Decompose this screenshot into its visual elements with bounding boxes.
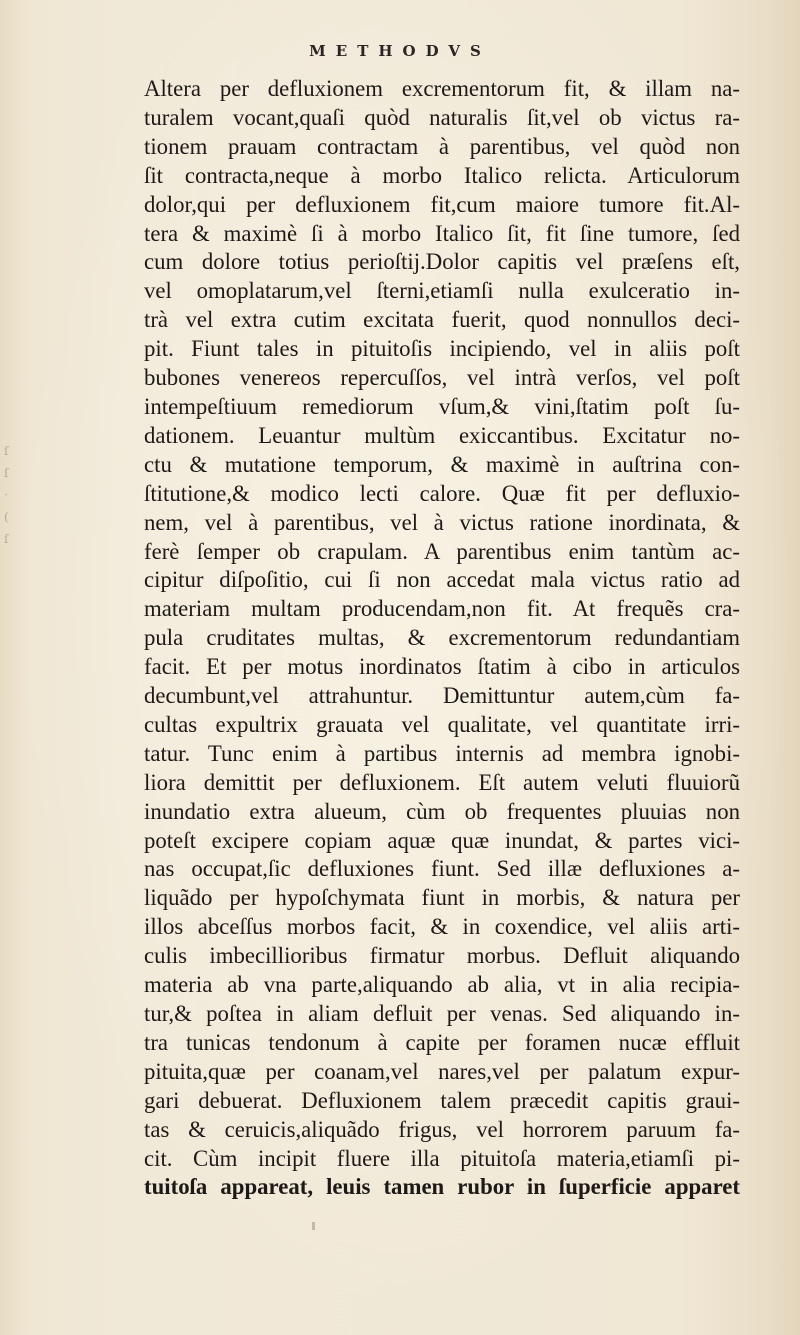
text-line: vel omoplatarum,vel ſterni,etiamſi nulla exulceratio in- — [144, 278, 740, 304]
text-line: pit. Fiunt tales in pituitoſis incipiendo, vel in aliis poſt — [144, 336, 740, 362]
text-line: ſit contracta,neque à morbo Italico relicta. Articulorum — [144, 162, 740, 188]
text-line: turalem vocant,quaſi quòd naturalis ſit,vel ob victus ra- — [144, 104, 740, 130]
running-head: METHODVS — [309, 42, 491, 60]
gutter-mark: ſ — [4, 532, 9, 546]
text-line: illos abceſſus morbos facit, & in coxendice, vel aliis arti- — [144, 914, 740, 940]
paper-blemish — [312, 1222, 315, 1230]
text-line: materiam multam producendam,non fit. At frequẽs cra- — [144, 596, 740, 622]
text-line: tionem prauam contractam à parentibus, vel quòd non — [144, 133, 740, 159]
text-line: pituita,quæ per coanam,vel nares,vel per palatum expur- — [144, 1058, 740, 1084]
text-line: tatur. Tunc enim à partibus internis ad membra ignobi- — [144, 740, 740, 766]
text-line: ferè ſemper ob crapulam. A parentibus enim tantùm ac- — [144, 538, 740, 564]
text-line: cipitur diſpoſitio, cui ſi non accedat mala victus ratio ad — [144, 567, 740, 593]
text-line: bubones venereos repercuſſos, vel intrà verſos, vel poſt — [144, 365, 740, 391]
gutter-mark: ( — [4, 510, 9, 524]
text-line: ctu & mutatione temporum, & maximè in auſtrina con- — [144, 451, 740, 477]
gutter-marks — [0, 440, 40, 640]
text-line: liora demittit per defluxionem. Eſt autem veluti fluuiorũ — [144, 769, 740, 795]
text-line: tas & ceruicis,aliquãdo frigus, vel horrorem paruum fa- — [144, 1116, 740, 1142]
gutter-mark: ſ — [4, 444, 9, 458]
body-text — [144, 75, 740, 1202]
gutter-mark: · — [4, 488, 8, 502]
text-line: poteſt excipere copiam aquæ quæ inundat, & partes vici- — [144, 827, 740, 853]
text-line: materia ab vna parte,aliquando ab alia, vt in alia recipia- — [144, 972, 740, 998]
text-line: gari debuerat. Defluxionem talem præcedit capitis graui- — [144, 1087, 740, 1113]
text-line: inundatio extra alueum, cùm ob frequentes pluuias non — [144, 798, 740, 824]
text-line: cum dolore totius perioſtij.Dolor capitis vel præſens eſt, — [144, 249, 740, 275]
text-line: cit. Cùm incipit fluere illa pituitoſa materia,etiamſi pi- — [144, 1145, 740, 1171]
text-line: nas occupat,ſic defluxiones fiunt. Sed illæ defluxiones a- — [144, 856, 740, 882]
text-line: dolor,qui per defluxionem fit,cum maiore tumore fit.Al- — [144, 191, 740, 217]
text-line: tera & maximè ſi à morbo Italico ſit, fit ſine tumore, ſed — [144, 220, 740, 246]
text-line: facit. Et per motus inordinatos ſtatim à cibo in articulos — [144, 654, 740, 680]
text-line: trà vel extra cutim excitata fuerit, quod nonnullos deci- — [144, 307, 740, 333]
text-line: culis imbecillioribus firmatur morbus. Defluit aliquando — [144, 943, 740, 969]
text-line: nem, vel à parentibus, vel à victus ratione inordinata, & — [144, 509, 740, 535]
text-line: tra tunicas tendonum à capite per foramen nucæ effluit — [144, 1029, 740, 1055]
text-line: intempeſtiuum remediorum vſum,& vini,ſtatim poſt ſu- — [144, 393, 740, 419]
text-line: decumbunt,vel attrahuntur. Demittuntur autem,cùm fa- — [144, 683, 740, 709]
text-line: tuitoſa appareat, leuis tamen rubor in ſuperficie apparet — [144, 1174, 740, 1200]
text-line: tur,& poſtea in aliam defluit per venas. Sed aliquando in- — [144, 1001, 740, 1026]
gutter-mark: ſ — [4, 466, 9, 480]
text-line: liquãdo per hypoſchymata fiunt in morbis, & natura per — [144, 885, 740, 911]
text-line: Altera per defluxionem excrementorum fit, & illam na- — [144, 76, 740, 101]
text-line: pula cruditates multas, & excrementorum redundantiam — [144, 625, 740, 651]
text-line: cultas expultrix grauata vel qualitate, vel quantitate irri- — [144, 711, 740, 737]
text-line: dationem. Leuantur multùm exiccantibus. Excitatur no- — [144, 422, 740, 448]
text-line: ſtitutione,& modico lecti calore. Quæ fit per defluxio- — [144, 480, 740, 506]
